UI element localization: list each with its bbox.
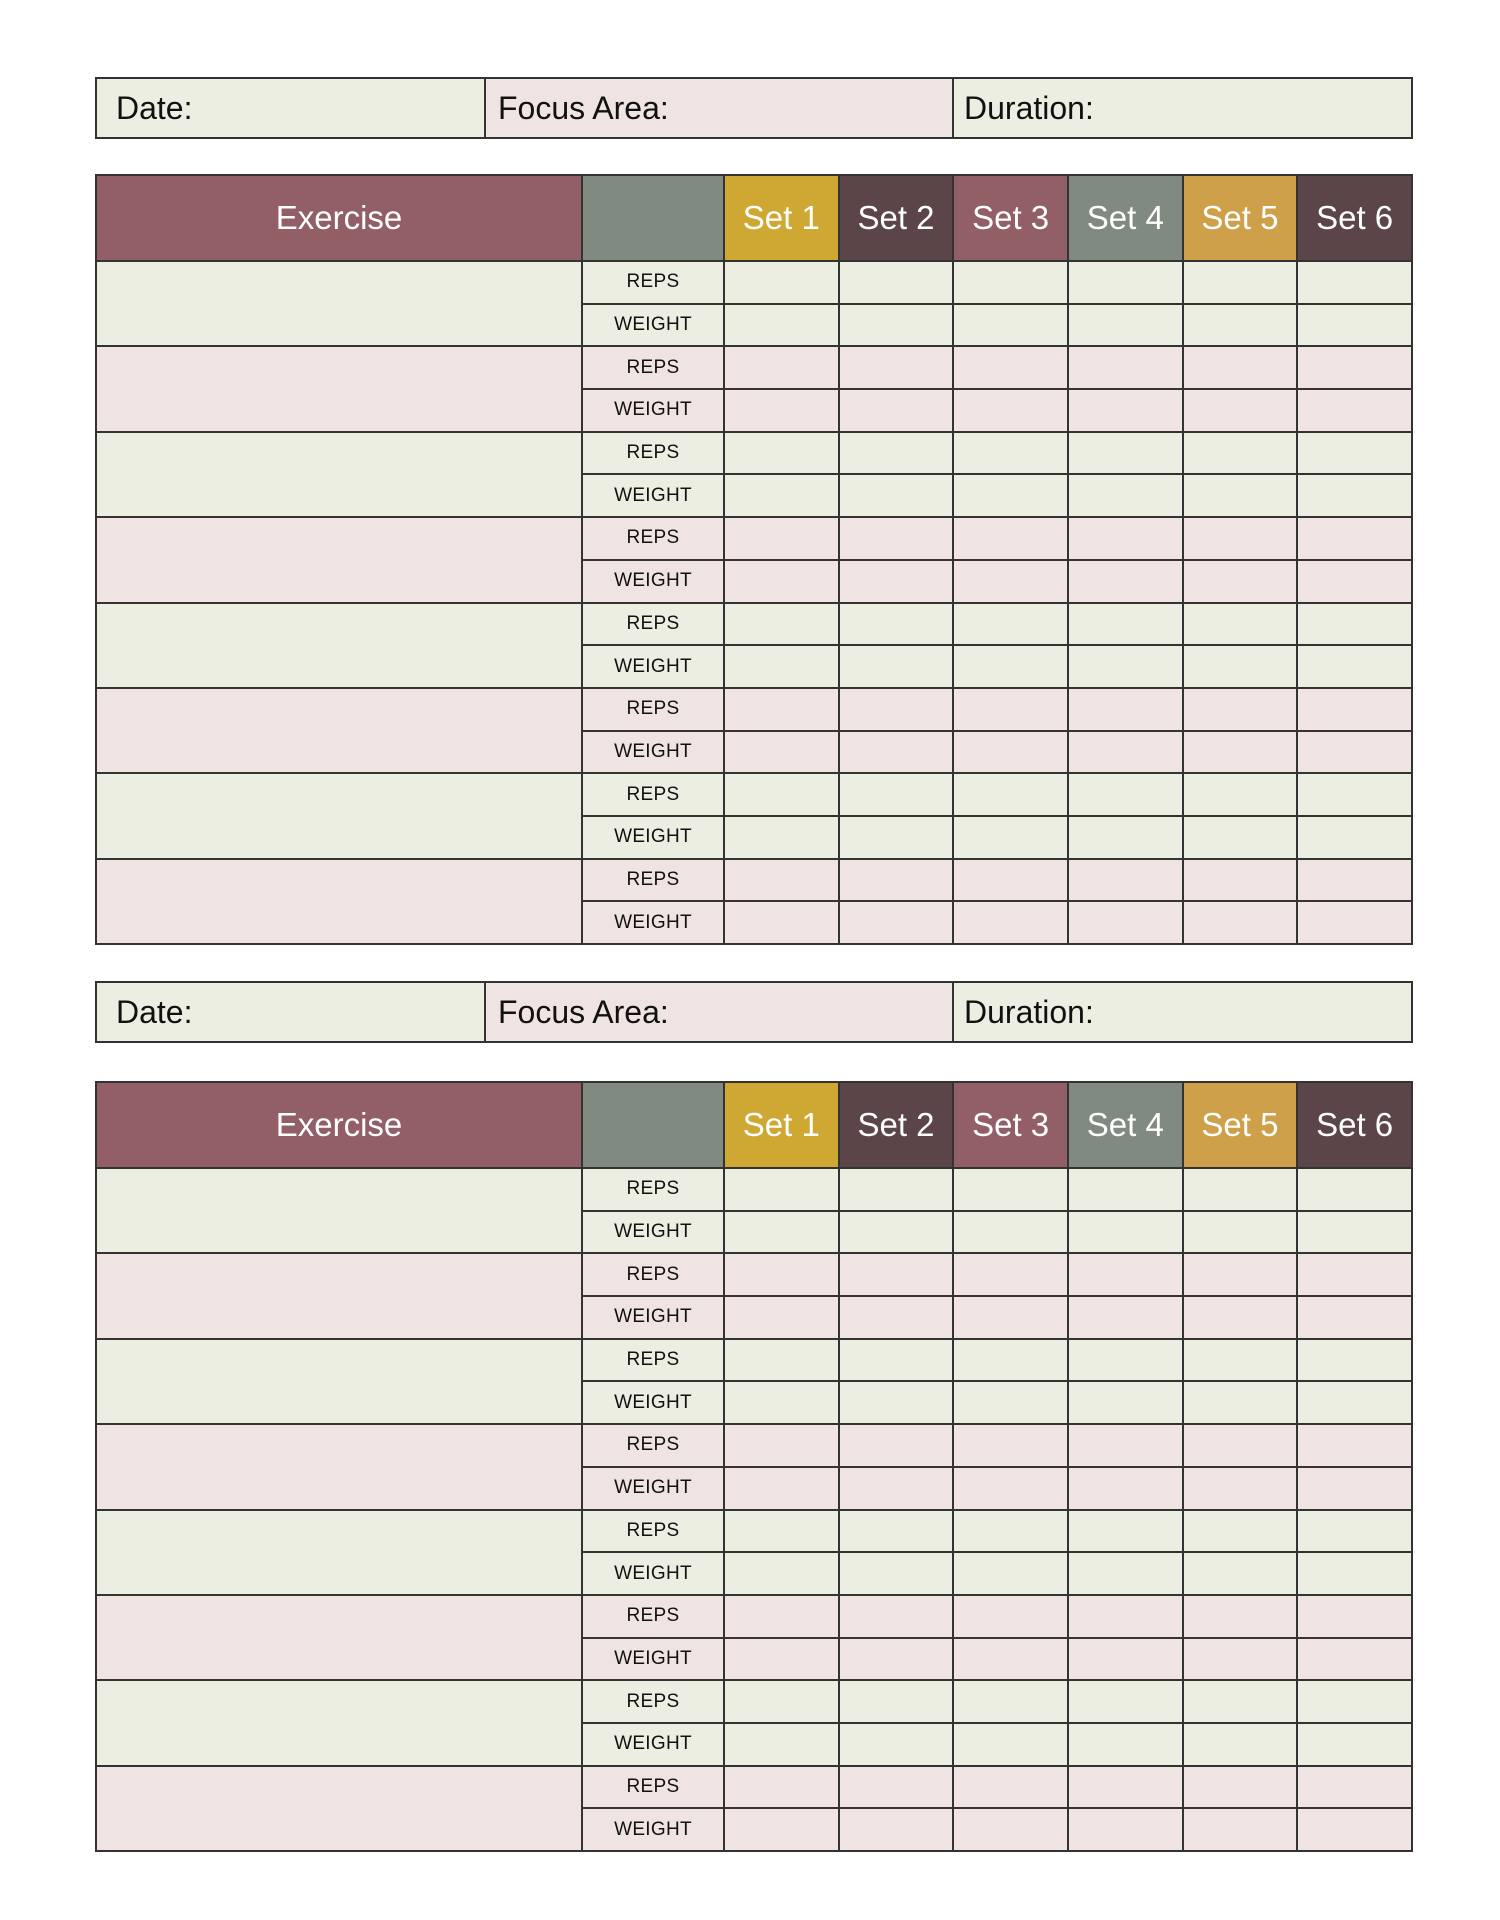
reps-label: REPS [582, 1510, 724, 1553]
set-3-reps-cell[interactable] [953, 517, 1068, 560]
set-5-reps-cell[interactable] [1183, 1595, 1298, 1638]
set-3-reps-cell[interactable] [953, 1339, 1068, 1382]
reps-row [96, 603, 1412, 646]
weight-label: WEIGHT [582, 1723, 724, 1766]
reps-row [96, 346, 1412, 389]
reps-label: REPS [582, 1168, 724, 1211]
set-6-reps-cell[interactable] [1297, 1168, 1412, 1211]
set-6-weight-cell[interactable] [1297, 645, 1412, 688]
set-3-reps-cell[interactable] [953, 1424, 1068, 1467]
weight-label: WEIGHT [582, 1296, 724, 1339]
reps-label: REPS [582, 261, 724, 304]
set-2-reps-cell[interactable] [839, 773, 954, 816]
set-5-weight-cell[interactable] [1183, 1552, 1298, 1595]
focus-area-field[interactable]: Focus Area: [486, 983, 954, 1041]
set-6-reps-cell[interactable] [1297, 1510, 1412, 1553]
set-1-reps-cell[interactable] [724, 1168, 839, 1211]
set-4-reps-cell[interactable] [1068, 346, 1183, 389]
set-4-header: Set 4 [1068, 175, 1183, 261]
weight-label: WEIGHT [582, 1381, 724, 1424]
set-6-weight-cell[interactable] [1297, 1296, 1412, 1339]
exercise-name-cell[interactable] [96, 517, 582, 602]
set-5-weight-cell[interactable] [1183, 816, 1298, 859]
set-2-reps-cell[interactable] [839, 1680, 954, 1723]
exercise-name-cell[interactable] [96, 1253, 582, 1338]
session-info-bar [95, 77, 1413, 139]
set-1-reps-cell[interactable] [724, 517, 839, 560]
set-2-weight-cell[interactable] [839, 1552, 954, 1595]
set-1-header: Set 1 [724, 1082, 839, 1168]
reps-row [96, 688, 1412, 731]
set-3-header: Set 3 [953, 175, 1068, 261]
reps-label: REPS [582, 603, 724, 646]
reps-row [96, 1253, 1412, 1296]
set-5-reps-cell[interactable] [1183, 1253, 1298, 1296]
set-5-weight-cell[interactable] [1183, 304, 1298, 347]
set-6-reps-cell[interactable] [1297, 1766, 1412, 1809]
set-1-weight-cell[interactable] [724, 1723, 839, 1766]
set-6-reps-cell[interactable] [1297, 1680, 1412, 1723]
reps-label: REPS [582, 688, 724, 731]
reps-label: REPS [582, 1424, 724, 1467]
exercise-name-cell[interactable] [96, 773, 582, 858]
reps-label: REPS [582, 1680, 724, 1723]
set-4-reps-cell[interactable] [1068, 1595, 1183, 1638]
set-5-reps-cell[interactable] [1183, 688, 1298, 731]
set-3-reps-cell[interactable] [953, 1680, 1068, 1723]
set-1-weight-cell[interactable] [724, 1552, 839, 1595]
set-6-weight-cell[interactable] [1297, 1808, 1412, 1851]
set-1-weight-cell[interactable] [724, 304, 839, 347]
set-4-reps-cell[interactable] [1068, 1424, 1183, 1467]
set-2-weight-cell[interactable] [839, 1296, 954, 1339]
weight-label: WEIGHT [582, 901, 724, 944]
set-1-weight-cell[interactable] [724, 731, 839, 774]
reps-row [96, 261, 1412, 304]
set-5-weight-cell[interactable] [1183, 1723, 1298, 1766]
set-2-reps-cell[interactable] [839, 1168, 954, 1211]
set-2-weight-cell[interactable] [839, 731, 954, 774]
set-6-reps-cell[interactable] [1297, 432, 1412, 475]
set-5-reps-cell[interactable] [1183, 603, 1298, 646]
set-3-weight-cell[interactable] [953, 474, 1068, 517]
session-info-bar [95, 981, 1413, 1043]
set-2-weight-cell[interactable] [839, 560, 954, 603]
set-6-reps-cell[interactable] [1297, 859, 1412, 902]
set-3-reps-cell[interactable] [953, 1253, 1068, 1296]
reps-row [96, 773, 1412, 816]
set-5-reps-cell[interactable] [1183, 859, 1298, 902]
set-1-reps-cell[interactable] [724, 773, 839, 816]
weight-label: WEIGHT [582, 645, 724, 688]
exercise-name-cell[interactable] [96, 1168, 582, 1253]
set-1-weight-cell[interactable] [724, 1211, 839, 1254]
set-1-weight-cell[interactable] [724, 901, 839, 944]
set-2-weight-cell[interactable] [839, 1211, 954, 1254]
set-6-header: Set 6 [1297, 1082, 1412, 1168]
set-2-reps-cell[interactable] [839, 603, 954, 646]
set-6-reps-cell[interactable] [1297, 1424, 1412, 1467]
set-4-weight-cell[interactable] [1068, 1808, 1183, 1851]
set-3-reps-cell[interactable] [953, 859, 1068, 902]
set-1-reps-cell[interactable] [724, 1680, 839, 1723]
reps-label: REPS [582, 859, 724, 902]
set-1-weight-cell[interactable] [724, 474, 839, 517]
set-4-weight-cell[interactable] [1068, 731, 1183, 774]
exercise-name-cell[interactable] [96, 1595, 582, 1680]
set-5-weight-cell[interactable] [1183, 645, 1298, 688]
set-5-weight-cell[interactable] [1183, 1296, 1298, 1339]
set-4-reps-cell[interactable] [1068, 432, 1183, 475]
set-5-reps-cell[interactable] [1183, 1680, 1298, 1723]
set-1-reps-cell[interactable] [724, 346, 839, 389]
set-6-weight-cell[interactable] [1297, 1467, 1412, 1510]
exercise-name-cell[interactable] [96, 261, 582, 346]
workout-log-table [95, 1081, 1413, 1852]
set-6-weight-cell[interactable] [1297, 389, 1412, 432]
set-2-reps-cell[interactable] [839, 1339, 954, 1382]
exercise-name-cell[interactable] [96, 859, 582, 944]
set-4-reps-cell[interactable] [1068, 1680, 1183, 1723]
set-2-weight-cell[interactable] [839, 816, 954, 859]
set-1-reps-cell[interactable] [724, 859, 839, 902]
set-4-reps-cell[interactable] [1068, 1766, 1183, 1809]
set-3-weight-cell[interactable] [953, 816, 1068, 859]
set-5-weight-cell[interactable] [1183, 1467, 1298, 1510]
set-2-weight-cell[interactable] [839, 474, 954, 517]
set-2-reps-cell[interactable] [839, 261, 954, 304]
set-5-reps-cell[interactable] [1183, 1424, 1298, 1467]
weight-label: WEIGHT [582, 389, 724, 432]
set-4-reps-cell[interactable] [1068, 261, 1183, 304]
set-2-weight-cell[interactable] [839, 304, 954, 347]
set-1-reps-cell[interactable] [724, 261, 839, 304]
set-3-weight-cell[interactable] [953, 1808, 1068, 1851]
set-2-weight-cell[interactable] [839, 645, 954, 688]
set-2-weight-cell[interactable] [839, 1723, 954, 1766]
set-5-weight-cell[interactable] [1183, 389, 1298, 432]
set-2-weight-cell[interactable] [839, 1467, 954, 1510]
set-6-reps-cell[interactable] [1297, 261, 1412, 304]
set-2-weight-cell[interactable] [839, 389, 954, 432]
set-2-header: Set 2 [839, 1082, 954, 1168]
set-4-reps-cell[interactable] [1068, 517, 1183, 560]
set-3-header: Set 3 [953, 1082, 1068, 1168]
weight-label: WEIGHT [582, 1552, 724, 1595]
set-3-weight-cell[interactable] [953, 1638, 1068, 1681]
set-2-reps-cell[interactable] [839, 688, 954, 731]
set-3-weight-cell[interactable] [953, 1467, 1068, 1510]
set-5-reps-cell[interactable] [1183, 1168, 1298, 1211]
exercise-name-cell[interactable] [96, 1766, 582, 1851]
set-1-weight-cell[interactable] [724, 1808, 839, 1851]
set-3-reps-cell[interactable] [953, 1168, 1068, 1211]
set-3-reps-cell[interactable] [953, 261, 1068, 304]
exercise-name-cell[interactable] [96, 1680, 582, 1765]
date-field[interactable]: Date: [97, 79, 486, 137]
set-5-reps-cell[interactable] [1183, 773, 1298, 816]
set-2-reps-cell[interactable] [839, 1510, 954, 1553]
set-6-header: Set 6 [1297, 175, 1412, 261]
set-2-reps-cell[interactable] [839, 346, 954, 389]
set-3-reps-cell[interactable] [953, 1510, 1068, 1553]
set-4-reps-cell[interactable] [1068, 603, 1183, 646]
set-4-weight-cell[interactable] [1068, 1638, 1183, 1681]
reps-row [96, 1766, 1412, 1809]
set-6-weight-cell[interactable] [1297, 474, 1412, 517]
weight-label: WEIGHT [582, 1467, 724, 1510]
set-4-weight-cell[interactable] [1068, 1211, 1183, 1254]
reps-row [96, 1595, 1412, 1638]
set-2-weight-cell[interactable] [839, 901, 954, 944]
set-2-reps-cell[interactable] [839, 1595, 954, 1638]
weight-label: WEIGHT [582, 1211, 724, 1254]
set-1-reps-cell[interactable] [724, 688, 839, 731]
weight-label: WEIGHT [582, 304, 724, 347]
table-header-row [96, 1082, 1412, 1168]
set-1-weight-cell[interactable] [724, 1467, 839, 1510]
set-3-weight-cell[interactable] [953, 560, 1068, 603]
set-4-weight-cell[interactable] [1068, 389, 1183, 432]
set-1-reps-cell[interactable] [724, 1595, 839, 1638]
set-3-reps-cell[interactable] [953, 603, 1068, 646]
set-1-reps-cell[interactable] [724, 1766, 839, 1809]
exercise-header: Exercise [96, 1082, 582, 1168]
set-4-weight-cell[interactable] [1068, 816, 1183, 859]
set-6-weight-cell[interactable] [1297, 1211, 1412, 1254]
weight-label: WEIGHT [582, 1638, 724, 1681]
set-5-weight-cell[interactable] [1183, 731, 1298, 774]
set-3-weight-cell[interactable] [953, 304, 1068, 347]
set-3-weight-cell[interactable] [953, 1381, 1068, 1424]
set-6-reps-cell[interactable] [1297, 1339, 1412, 1382]
set-3-weight-cell[interactable] [953, 901, 1068, 944]
set-6-reps-cell[interactable] [1297, 603, 1412, 646]
set-3-reps-cell[interactable] [953, 1595, 1068, 1638]
set-1-weight-cell[interactable] [724, 816, 839, 859]
date-field[interactable]: Date: [97, 983, 486, 1041]
set-1-weight-cell[interactable] [724, 1381, 839, 1424]
set-5-weight-cell[interactable] [1183, 901, 1298, 944]
reps-row [96, 1680, 1412, 1723]
exercise-name-cell[interactable] [96, 688, 582, 773]
set-5-header: Set 5 [1183, 175, 1298, 261]
reps-label: REPS [582, 1595, 724, 1638]
set-1-reps-cell[interactable] [724, 1339, 839, 1382]
set-6-weight-cell[interactable] [1297, 816, 1412, 859]
reps-row [96, 859, 1412, 902]
focus-area-field[interactable]: Focus Area: [486, 79, 954, 137]
weight-label: WEIGHT [582, 474, 724, 517]
set-1-reps-cell[interactable] [724, 432, 839, 475]
set-6-reps-cell[interactable] [1297, 1253, 1412, 1296]
set-4-header: Set 4 [1068, 1082, 1183, 1168]
set-5-weight-cell[interactable] [1183, 474, 1298, 517]
reps-row [96, 1424, 1412, 1467]
set-5-reps-cell[interactable] [1183, 1766, 1298, 1809]
set-2-header: Set 2 [839, 175, 954, 261]
exercise-header: Exercise [96, 175, 582, 261]
set-5-reps-cell[interactable] [1183, 517, 1298, 560]
set-4-reps-cell[interactable] [1068, 773, 1183, 816]
weight-label: WEIGHT [582, 816, 724, 859]
reps-label: REPS [582, 517, 724, 560]
reps-row [96, 1339, 1412, 1382]
set-6-weight-cell[interactable] [1297, 1638, 1412, 1681]
weight-label: WEIGHT [582, 560, 724, 603]
table-header-row [96, 175, 1412, 261]
exercise-name-cell[interactable] [96, 1424, 582, 1509]
reps-label: REPS [582, 346, 724, 389]
set-5-weight-cell[interactable] [1183, 1381, 1298, 1424]
set-4-reps-cell[interactable] [1068, 859, 1183, 902]
set-3-weight-cell[interactable] [953, 1296, 1068, 1339]
set-4-weight-cell[interactable] [1068, 1296, 1183, 1339]
set-2-reps-cell[interactable] [839, 859, 954, 902]
set-6-weight-cell[interactable] [1297, 1381, 1412, 1424]
set-5-weight-cell[interactable] [1183, 1808, 1298, 1851]
set-6-weight-cell[interactable] [1297, 560, 1412, 603]
set-3-weight-cell[interactable] [953, 1723, 1068, 1766]
set-3-weight-cell[interactable] [953, 731, 1068, 774]
set-6-reps-cell[interactable] [1297, 517, 1412, 560]
set-1-reps-cell[interactable] [724, 1253, 839, 1296]
reps-label: REPS [582, 1766, 724, 1809]
set-1-weight-cell[interactable] [724, 645, 839, 688]
set-4-reps-cell[interactable] [1068, 688, 1183, 731]
set-4-weight-cell[interactable] [1068, 1381, 1183, 1424]
set-1-reps-cell[interactable] [724, 603, 839, 646]
set-2-weight-cell[interactable] [839, 1808, 954, 1851]
set-6-weight-cell[interactable] [1297, 304, 1412, 347]
set-1-header: Set 1 [724, 175, 839, 261]
set-1-weight-cell[interactable] [724, 1296, 839, 1339]
set-3-weight-cell[interactable] [953, 1552, 1068, 1595]
set-6-reps-cell[interactable] [1297, 1595, 1412, 1638]
set-4-weight-cell[interactable] [1068, 1723, 1183, 1766]
set-6-reps-cell[interactable] [1297, 346, 1412, 389]
set-2-reps-cell[interactable] [839, 1424, 954, 1467]
set-5-weight-cell[interactable] [1183, 560, 1298, 603]
set-5-reps-cell[interactable] [1183, 1339, 1298, 1382]
weight-label: WEIGHT [582, 731, 724, 774]
set-5-reps-cell[interactable] [1183, 261, 1298, 304]
duration-field[interactable]: Duration: [954, 79, 1411, 137]
exercise-name-cell[interactable] [96, 1510, 582, 1595]
exercise-name-cell[interactable] [96, 432, 582, 517]
label-column-header [582, 175, 724, 261]
set-5-weight-cell[interactable] [1183, 1211, 1298, 1254]
set-6-weight-cell[interactable] [1297, 1552, 1412, 1595]
set-5-reps-cell[interactable] [1183, 1510, 1298, 1553]
set-6-reps-cell[interactable] [1297, 688, 1412, 731]
set-1-weight-cell[interactable] [724, 560, 839, 603]
set-2-reps-cell[interactable] [839, 517, 954, 560]
duration-field[interactable]: Duration: [954, 983, 1411, 1041]
set-3-weight-cell[interactable] [953, 645, 1068, 688]
set-6-weight-cell[interactable] [1297, 901, 1412, 944]
set-4-weight-cell[interactable] [1068, 901, 1183, 944]
set-1-reps-cell[interactable] [724, 1510, 839, 1553]
set-4-weight-cell[interactable] [1068, 304, 1183, 347]
set-2-weight-cell[interactable] [839, 1381, 954, 1424]
set-2-reps-cell[interactable] [839, 1766, 954, 1809]
set-4-weight-cell[interactable] [1068, 474, 1183, 517]
set-1-weight-cell[interactable] [724, 1638, 839, 1681]
set-3-reps-cell[interactable] [953, 1766, 1068, 1809]
set-6-reps-cell[interactable] [1297, 773, 1412, 816]
set-3-reps-cell[interactable] [953, 346, 1068, 389]
set-4-reps-cell[interactable] [1068, 1253, 1183, 1296]
set-3-reps-cell[interactable] [953, 432, 1068, 475]
set-4-weight-cell[interactable] [1068, 1467, 1183, 1510]
exercise-name-cell[interactable] [96, 346, 582, 431]
set-4-reps-cell[interactable] [1068, 1339, 1183, 1382]
set-3-reps-cell[interactable] [953, 773, 1068, 816]
set-4-weight-cell[interactable] [1068, 560, 1183, 603]
set-4-reps-cell[interactable] [1068, 1168, 1183, 1211]
set-4-weight-cell[interactable] [1068, 645, 1183, 688]
set-5-reps-cell[interactable] [1183, 346, 1298, 389]
label-column-header [582, 1082, 724, 1168]
set-3-weight-cell[interactable] [953, 389, 1068, 432]
set-3-reps-cell[interactable] [953, 688, 1068, 731]
set-6-weight-cell[interactable] [1297, 731, 1412, 774]
set-6-weight-cell[interactable] [1297, 1723, 1412, 1766]
reps-row [96, 517, 1412, 560]
reps-row [96, 1510, 1412, 1553]
set-2-reps-cell[interactable] [839, 1253, 954, 1296]
reps-row [96, 432, 1412, 475]
set-1-weight-cell[interactable] [724, 389, 839, 432]
reps-label: REPS [582, 432, 724, 475]
reps-label: REPS [582, 1253, 724, 1296]
workout-log-table [95, 174, 1413, 945]
reps-label: REPS [582, 1339, 724, 1382]
set-2-reps-cell[interactable] [839, 432, 954, 475]
exercise-name-cell[interactable] [96, 1339, 582, 1424]
reps-row [96, 1168, 1412, 1211]
set-5-header: Set 5 [1183, 1082, 1298, 1168]
set-5-reps-cell[interactable] [1183, 432, 1298, 475]
set-4-reps-cell[interactable] [1068, 1510, 1183, 1553]
set-2-weight-cell[interactable] [839, 1638, 954, 1681]
exercise-name-cell[interactable] [96, 603, 582, 688]
set-3-weight-cell[interactable] [953, 1211, 1068, 1254]
weight-label: WEIGHT [582, 1808, 724, 1851]
set-5-weight-cell[interactable] [1183, 1638, 1298, 1681]
reps-label: REPS [582, 773, 724, 816]
set-1-reps-cell[interactable] [724, 1424, 839, 1467]
set-4-weight-cell[interactable] [1068, 1552, 1183, 1595]
